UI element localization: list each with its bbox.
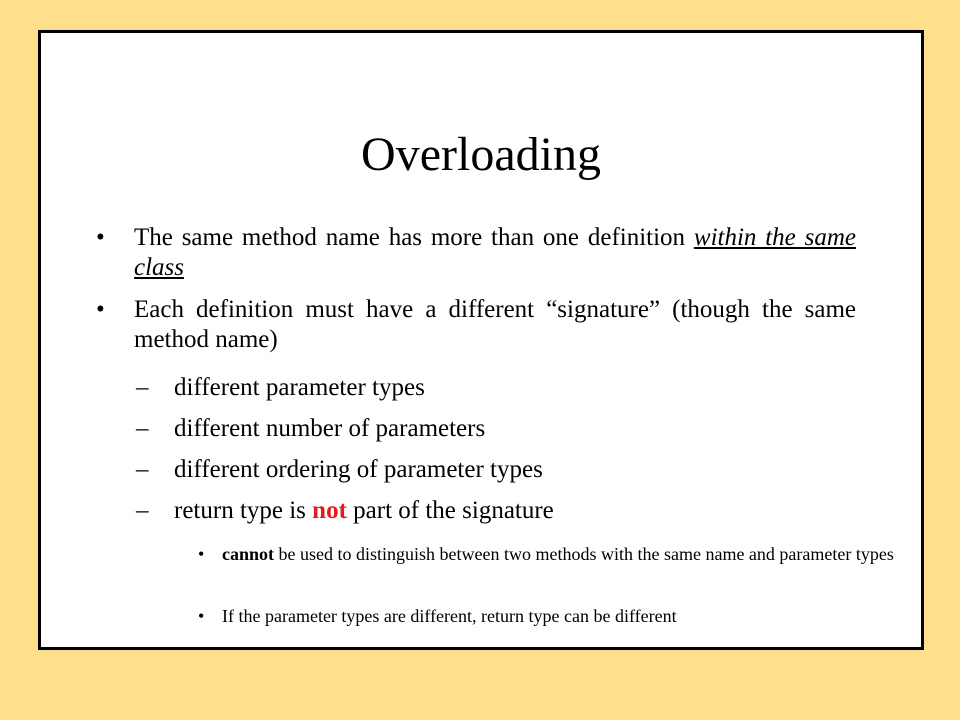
sub-item — [136, 455, 836, 485]
sub-sub-item — [198, 605, 898, 627]
bullet-icon: • — [198, 606, 205, 626]
bullet-item — [96, 223, 856, 283]
bullet-text-part: The same method name has more than one definition — [134, 224, 694, 251]
sub-sub-item — [198, 543, 898, 565]
sub-item-text — [174, 496, 836, 526]
sub-item-text-part: return type is — [174, 497, 313, 524]
bullet-icon: • — [96, 296, 105, 323]
bullet-item — [96, 295, 856, 355]
sub-item-text: different number of parameters — [174, 415, 486, 442]
sub-item — [136, 414, 836, 444]
bullet-icon: • — [198, 544, 205, 564]
dash-icon: – — [136, 497, 149, 524]
dash-icon: – — [136, 415, 149, 442]
slide-panel — [38, 30, 924, 650]
sub-item — [136, 373, 836, 403]
bold-text: cannot — [222, 544, 275, 564]
slide-title: Overloading — [361, 128, 601, 181]
sub-item — [136, 496, 836, 526]
sub-sub-item-text-part: be used to distinguish between two methods with the same name and parameter types — [274, 544, 894, 564]
bullet-text — [134, 223, 856, 283]
sub-sub-item-text — [222, 543, 898, 565]
sub-sub-item-text: If the parameter types are different, return type can be different — [222, 606, 677, 626]
dash-icon: – — [136, 374, 149, 401]
slide-content — [41, 33, 921, 647]
sub-item-text: different parameter types — [174, 374, 425, 401]
sub-item-text-part: part of the signature — [346, 497, 554, 524]
bullet-text: Each definition must have a different “signature” (though the same method name) — [134, 296, 856, 353]
highlight-text: not — [312, 497, 347, 524]
emphasis-text: within the same class — [134, 224, 856, 281]
dash-icon: – — [136, 456, 149, 483]
bullet-icon: • — [96, 224, 105, 251]
sub-item-text: different ordering of parameter types — [174, 456, 543, 483]
